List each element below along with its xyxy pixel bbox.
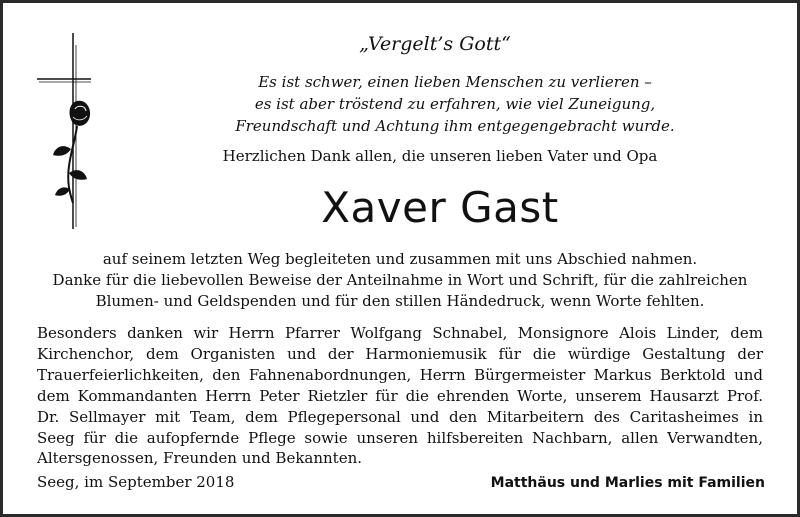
cross-icon (37, 33, 91, 229)
paragraph-line: Kirchenchor, dem Organisten und der Harmoniemusik für die würdige Gestaltung der (37, 344, 763, 363)
deceased-name: Xaver Gast (321, 183, 559, 232)
paragraph-line: Seeg für die aufopfernde Pflege sowie unseren hilfsbereiten Nachbarn, allen Verwandten, (37, 428, 763, 447)
thanks-line: Herzlichen Dank allen, die unseren lieben Vater und Opa (222, 147, 658, 165)
place-date: Seeg, im September 2018 (37, 473, 235, 491)
rose-icon (53, 101, 90, 203)
poem-line: Es ist schwer, einen lieben Menschen zu verlieren – (258, 73, 652, 91)
heading-vergelts-gott: „Vergelt’s Gott“ (359, 33, 511, 55)
paragraph-line: Besonders danken wir Herrn Pfarrer Wolfgang Schnabel, Monsignore Alois Linder, dem (37, 324, 763, 342)
paragraph-line: dem Kommandanten Herrn Peter Rietzler für die ehrenden Worte, unserem Hausarzt Prof. (37, 386, 763, 405)
paragraph-line: Altersgenossen, Freunden und Bekannten. (37, 449, 363, 468)
paragraph-special-thanks (37, 323, 763, 469)
paragraph-line: Dr. Sellmayer mit Team, dem Pflegepersonal und den Mitarbeitern des Caritasheimes in (37, 407, 763, 426)
paragraph-line: Trauerfeierlichkeiten, den Fahnenabordnungen, Herrn Bürgermeister Markus Berktold und (37, 365, 763, 384)
poem-line: es ist aber tröstend zu erfahren, wie viel Zuneigung, (254, 95, 656, 113)
cross-with-rose-icon (33, 31, 93, 231)
signature: Matthäus und Marlies mit Familien (490, 475, 765, 491)
poem (153, 71, 757, 137)
paragraph-line: auf seinem letzten Weg begleiteten und zusammen mit uns Abschied nahmen. (102, 250, 698, 268)
poem-line: Freundschaft und Achtung ihm entgegengebracht wurde. (235, 117, 675, 135)
paragraph-line: Blumen- und Geldspenden und für den stillen Händedruck, wenn Worte fehlten. (95, 292, 705, 310)
paragraph-farewell (27, 249, 773, 312)
paragraph-line: Danke für die liebevollen Beweise der Anteilnahme in Wort und Schrift, für die zahlreichen (52, 271, 748, 289)
